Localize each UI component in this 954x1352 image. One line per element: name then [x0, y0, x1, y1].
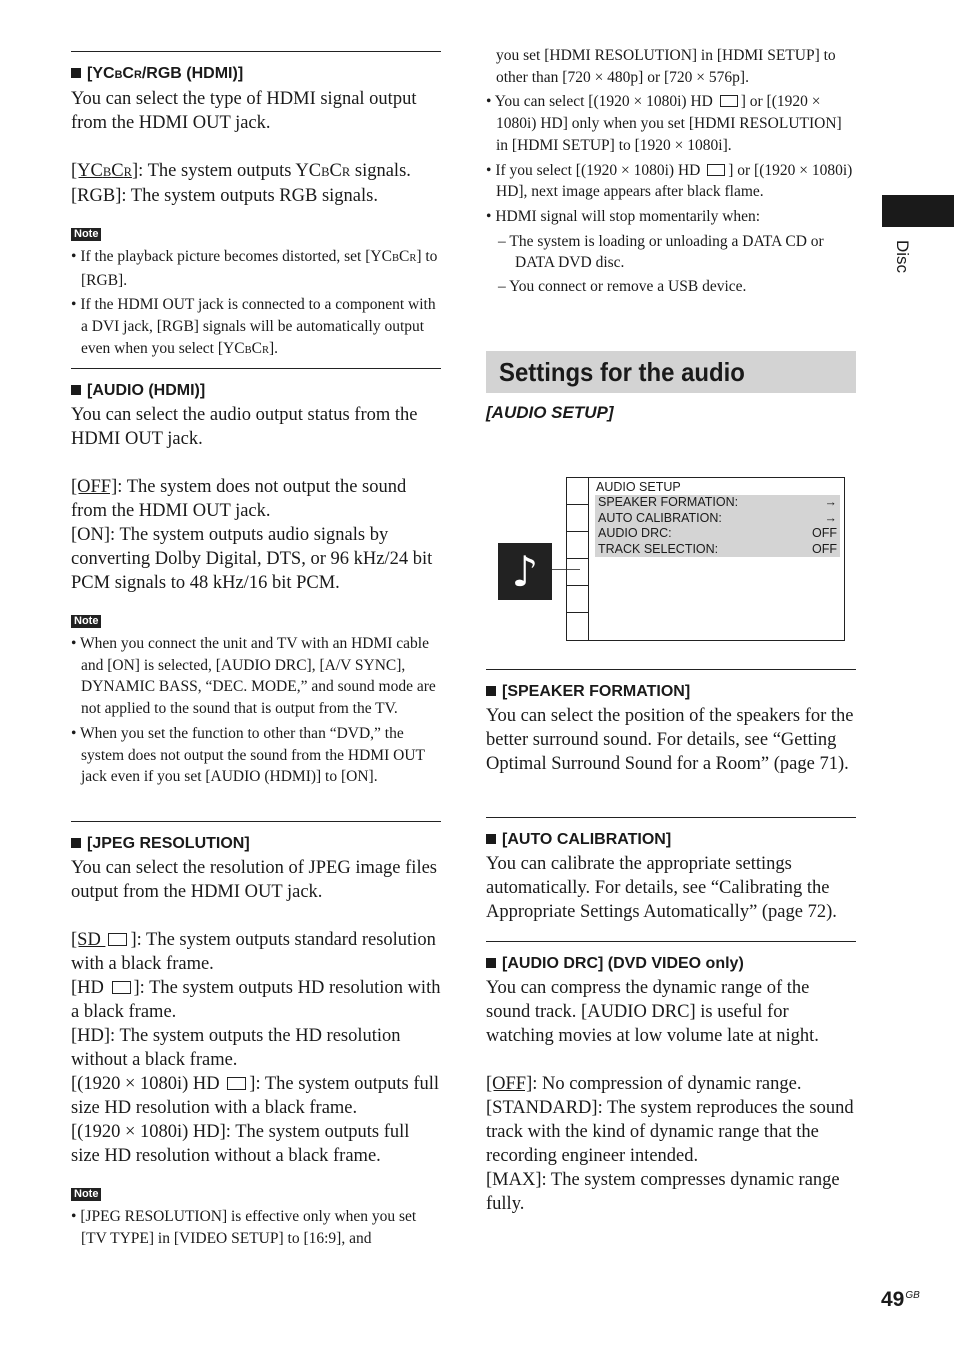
jpeg-section [71, 834, 441, 1252]
note-item: • When you connect the unit and TV with an HDMI cable and [ON] is selected, [AUDIO DRC], [A/V SYNC], DYNAMIC BASS, “DEC. MODE,” and sound mode are not applied to the sound that is output from the TV. [71, 633, 441, 720]
menu-item-speaker-formation: SPEAKER FORMATION: → [598, 495, 837, 509]
menu-tab [567, 559, 588, 586]
page-number: $49^{GB}$ [881, 1288, 920, 1311]
chapter-label: Disc [893, 240, 912, 274]
note-item: • If the HDMI OUT jack is connected to a component with a DVI jack, [RGB] signals will be automatically output even when you select [YCBCR]. [71, 294, 441, 361]
frame-icon [227, 1077, 246, 1090]
note-item: • When you set the function to other than “DVD,” the system does not output the sound from the HDMI OUT jack even if you set [AUDIO (HDMI)] to [ON]. [71, 723, 441, 788]
note-item: • HDMI signal will stop momentarily when: [486, 206, 856, 228]
drc-intro: You can compress the dynamic range of the sound track. [AUDIO DRC] is useful for watching movies at low volume late at night. [486, 978, 819, 1046]
menu-tab-strip [567, 478, 589, 640]
speaker-heading: [SPEAKER FORMATION] [486, 682, 856, 702]
menu-title: AUDIO SETUP [596, 480, 681, 494]
square-bullet-icon [486, 686, 496, 696]
menu-tab [567, 478, 588, 505]
autocal-heading: [AUTO CALIBRATION] [486, 830, 856, 850]
hd-frame-option: [HD ]: The system outputs HD resolution with a black frame. [71, 978, 441, 1022]
audio-setup-menu [566, 477, 845, 641]
ycbcr-option: [YCBCR]: The system outputs YCBCR signals. [71, 161, 411, 181]
square-bullet-icon [71, 838, 81, 848]
square-bullet-icon [71, 68, 81, 78]
jpeg-notes-continued [486, 45, 856, 300]
note-subitem: – You connect or remove a USB device. [486, 276, 856, 298]
speaker-section [486, 682, 856, 776]
section-title-banner [486, 351, 856, 393]
drc-heading: [AUDIO DRC] (DVD VIDEO only) [486, 954, 856, 974]
drc-section [486, 954, 856, 1216]
music-note-icon: ♪ [498, 543, 552, 600]
note-subitem: – The system is loading or unloading a DATA CD or DATA DVD disc. [486, 231, 856, 274]
ycbcr-section [71, 64, 441, 365]
section-divider [486, 669, 856, 670]
section-divider [486, 817, 856, 818]
chapter-tab-marker [882, 195, 954, 227]
section-divider [71, 821, 441, 822]
default-option: [YCBCR] [71, 161, 139, 181]
frame-icon [108, 933, 127, 946]
square-bullet-icon [486, 958, 496, 968]
frame-icon [707, 164, 725, 176]
frame-icon [112, 981, 131, 994]
menu-tab [567, 532, 588, 559]
rgb-option: [RGB]: The system outputs RGB signals. [71, 186, 378, 206]
note-item: • If the playback picture becomes distorted, set [YCBCR] to [RGB]. [71, 246, 441, 291]
note-item: • If you select [(1920 × 1080i) HD ] or [(1920 × 1080i) HD], next image appears after black flame. [486, 160, 856, 203]
section-divider [486, 941, 856, 942]
ycbcr-heading: [YCBCR/RGB (HDMI)] [71, 64, 441, 85]
autocal-section [486, 830, 856, 924]
sd-option: [SD ]: The system outputs standard resolution with a black frame. [71, 930, 436, 974]
frame-icon [720, 95, 738, 107]
standard-option: [STANDARD]: The system reproduces the sound track with the kind of dynamic range that the recording engineer intended. [486, 1098, 854, 1166]
hd-option: [HD]: The system outputs the HD resolution without a black frame. [71, 1026, 401, 1070]
audio-hdmi-intro: You can select the audio output status from the HDMI OUT jack. [71, 405, 418, 449]
off-option: [OFF]: The system does not output the sound from the HDMI OUT jack. [71, 477, 407, 521]
menu-tab [567, 505, 588, 532]
note-item: • You can select [(1920 × 1080i) HD ] or [(1920 × 1080i) HD] only when you set [HDMI RESOLUTION] in [HDMI SETUP] to [1920 × 1080i]. [486, 91, 856, 156]
square-bullet-icon [71, 385, 81, 395]
jpeg-intro: You can select the resolution of JPEG image files output from the HDMI OUT jack. [71, 858, 437, 902]
menu-list [595, 495, 840, 557]
note-tag: Note [71, 615, 101, 628]
note-tag: Note [71, 1188, 101, 1201]
off-option: [OFF]: No compression of dynamic range. [486, 1074, 802, 1094]
autocal-text: You can calibrate the appropriate settings automatically. For details, see “Calibrating the Appropriate Settings Automatically” (page 72). [486, 854, 837, 922]
section-divider [71, 51, 441, 52]
max-option: [MAX]: The system compresses dynamic range fully. [486, 1170, 840, 1214]
note-tag: Note [71, 228, 101, 241]
on-option: [ON]: The system outputs audio signals by converting Dolby Digital, DTS, or 96 kHz/24 bit PCM signals to 48 kHz/16 bit PCM. [71, 525, 433, 593]
audio-hdmi-heading: [AUDIO (HDMI)] [71, 381, 441, 401]
arrow-right-icon: → [824, 495, 837, 509]
menu-tab [567, 586, 588, 613]
menu-item-auto-calibration: AUTO CALIBRATION: → [598, 510, 837, 525]
arrow-right-icon: → [824, 510, 837, 525]
section-subtitle: [AUDIO SETUP] [486, 403, 614, 422]
ycbcr-intro: You can select the type of HDMI signal output from the HDMI OUT jack. [71, 89, 417, 133]
menu-item-track-selection: TRACK SELECTION: OFF [598, 541, 837, 556]
section-title: Settings for the audio [499, 357, 745, 387]
square-bullet-icon [486, 834, 496, 844]
note-continuation: you set [HDMI RESOLUTION] in [HDMI SETUP] to other than [720 × 480p] or [720 × 576p]. [496, 47, 836, 86]
section-divider [71, 368, 441, 369]
jpeg-heading: [JPEG RESOLUTION] [71, 834, 441, 854]
audio-hdmi-section [71, 381, 441, 791]
speaker-text: You can select the position of the speakers for the better surround sound. For details, see “Getting Optimal Surround Sound for a Room” (page 71). [486, 706, 854, 774]
menu-item-audio-drc: AUDIO DRC: OFF [598, 526, 837, 540]
full-hd-option: [(1920 × 1080i) HD]: The system outputs full size HD resolution without a black frame. [71, 1122, 410, 1166]
full-hd-frame-option: [(1920 × 1080i) HD ]: The system outputs full size HD resolution with a black frame. [71, 1074, 440, 1118]
note-item: • [JPEG RESOLUTION] is effective only when you set [TV TYPE] in [VIDEO SETUP] to [16:9], and [71, 1206, 441, 1249]
